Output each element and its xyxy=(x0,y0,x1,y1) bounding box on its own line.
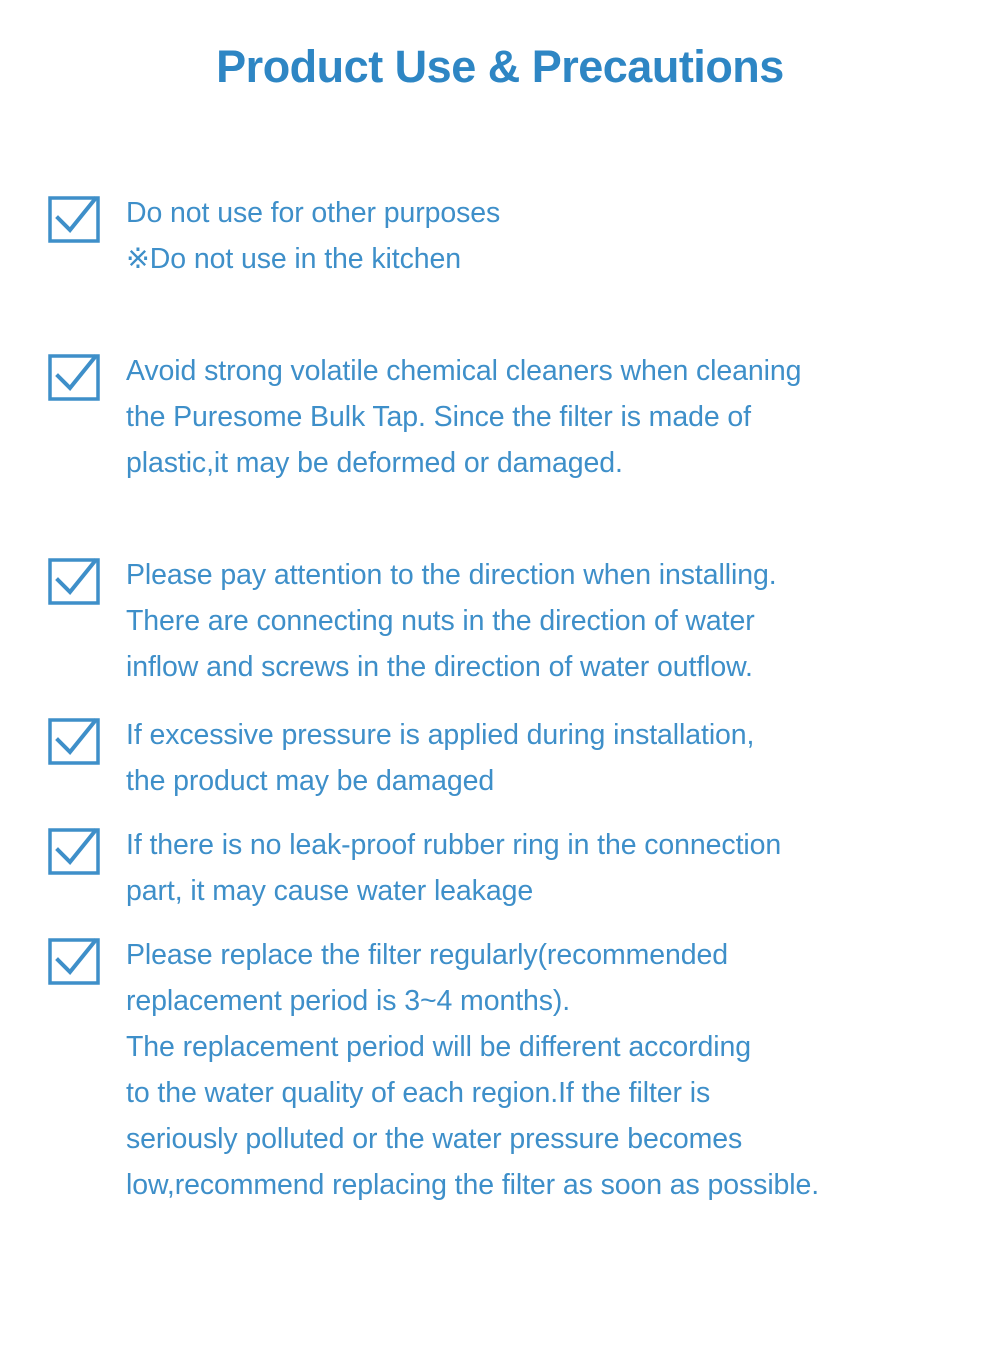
list-item-text xyxy=(126,712,976,804)
list-item xyxy=(48,712,976,804)
text-line: There are connecting nuts in the direction of water xyxy=(126,605,755,637)
text-line: the product may be damaged xyxy=(126,765,495,797)
text-line: Avoid strong volatile chemical cleaners when cleaning xyxy=(126,355,802,387)
list-item xyxy=(48,190,976,282)
spacer xyxy=(48,282,976,348)
page-title: Product Use & Precautions xyxy=(216,41,784,92)
text-line: part, it may cause water leakage xyxy=(126,875,534,907)
text-line: low,recommend replacing the filter as soon as possible. xyxy=(126,1169,820,1201)
text-line: Please replace the filter regularly(recommended xyxy=(126,939,729,971)
checked-checkbox-icon xyxy=(48,718,100,765)
spacer xyxy=(48,804,976,822)
text-line: The replacement period will be different according xyxy=(126,1031,751,1063)
text-line: the Puresome Bulk Tap. Since the filter is made of xyxy=(126,401,751,433)
text-line: If there is no leak-proof rubber ring in the connection xyxy=(126,829,782,861)
list-item-text xyxy=(126,190,976,282)
precautions-list xyxy=(0,190,1000,1208)
checked-checkbox-icon xyxy=(48,938,100,985)
text-line: Please pay attention to the direction when installing. xyxy=(126,559,777,591)
list-item xyxy=(48,822,976,914)
list-item-text xyxy=(126,552,976,690)
list-item-text xyxy=(126,348,976,486)
text-line: inflow and screws in the direction of water outflow. xyxy=(126,651,753,683)
text-line: to the water quality of each region.If the filter is xyxy=(126,1077,711,1109)
text-line: If excessive pressure is applied during installation, xyxy=(126,719,755,751)
list-item-text xyxy=(126,822,976,914)
list-item xyxy=(48,932,976,1208)
text-line: plastic,it may be deformed or damaged. xyxy=(126,447,623,479)
checked-checkbox-icon xyxy=(48,196,100,243)
checked-checkbox-icon xyxy=(48,354,100,401)
list-item xyxy=(48,552,976,690)
spacer xyxy=(48,914,976,932)
list-item-text xyxy=(126,932,976,1208)
spacer xyxy=(48,690,976,712)
text-line: Do not use for other purposes xyxy=(126,197,501,229)
spacer xyxy=(48,486,976,552)
text-line: seriously polluted or the water pressure becomes xyxy=(126,1123,743,1155)
text-line: ※Do not use in the kitchen xyxy=(126,243,461,275)
checked-checkbox-icon xyxy=(48,828,100,875)
list-item xyxy=(48,348,976,486)
checked-checkbox-icon xyxy=(48,558,100,605)
text-line: replacement period is 3~4 months). xyxy=(126,985,571,1017)
